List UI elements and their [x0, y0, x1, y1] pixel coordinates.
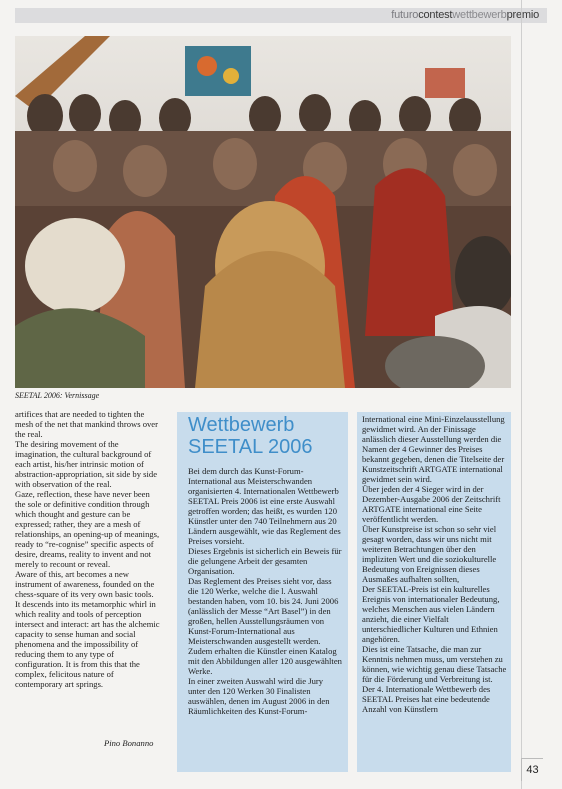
photo-caption: SEETAL 2006: Vernissage: [15, 391, 100, 400]
paragraph: It descends into its metamorphic whirl in which reality and tools of perception intersect and interact: art has the alchemic capacity to sense human and social phenomena and the impossibility of reducing them to any type of configuration. It is from this that the complex, felicitous nature of contemporary art springs.: [15, 599, 160, 689]
paragraph: Bei dem durch das Kunst-Forum-International aus Meisterschwanden organisierten 4. Internationalen Wettbewerb SEETAL Preis 2006 ist eine erste Auswahl getroffen worden; das heißt, es wurden 120 Künstler unter den 740 Teilnehmern aus 20 Ländern ausgewählt, wie das Reglement des Preises vorsieht.: [188, 466, 341, 546]
paragraph: In einer zweiten Auswahl wird die Jury unter den 120 Werken 30 Finalisten auswählen, denen im August 2006 in den Räumlichkeiten des Kunst-Forum-: [188, 676, 330, 716]
crowd-illustration: [15, 36, 511, 388]
vernissage-photo: [15, 36, 511, 388]
paragraph: artifices that are needed to tighten the mesh of the net that mankind throws over the real.: [15, 409, 158, 439]
brand-wettbewerb: wettbewerb: [452, 9, 507, 21]
paragraph: The desiring movement of the imagination, the cultural background of each artist, his/her intrinsic motion of abstraction-appropriation, sit side by side with observation of the real.: [15, 439, 158, 489]
paragraph: Der SEETAL-Preis ist ein kulturelles Ereignis von internationaler Bedeutung, welches Menschen aus vielen Ländern anzieht, die einer Vielfalt unterschiedlicher Kulturen und Ethnien angehören.: [362, 584, 500, 644]
paragraph: Dies ist eine Tatsache, die man zur Kenntnis nehmen muss, um verstehen zu können, wie wichtig genau diese Tatsache für die Förderung und Verbreitung ist.: [362, 644, 507, 684]
german-column-1: [188, 466, 342, 716]
brand-contest: contest: [418, 9, 453, 21]
brand-premio: premio: [506, 9, 539, 21]
paragraph: Gaze, reflection, these have never been the sole or definitive condition through which thought and gesture can be expressed; rather, they are a mesh of relationships, an opening-up of meanings, ready to “re-cognise” specific aspects of desire, dreams, reality to invent and not merely to recount or reveal.: [15, 489, 160, 569]
paragraph: Das Reglement des Preises sieht vor, dass die 120 Werke, welche die l. Auswahl bestanden haben, vom 10. bis 24. Juni 2006 (anlässlich der Messe “Art Basel”) in den großen, hellen Ausstellungsräumen von Kunst-Forum-International aus Meisterschwanden ausgestellt werden. Zudem erhalten die Künstler einen Katalog mit den Abbildungen aller 120 ausgewählten Werke.: [188, 576, 342, 676]
header-bar: [15, 8, 547, 23]
paragraph: Aware of this, art becomes a new instrument of awareness, founded on the chess-square of its very own basic tools.: [15, 569, 155, 599]
paragraph: Der 4. Internationale Wettbewerb des SEETAL Preises hat eine bedeutende Anzahl von Künstlern: [362, 684, 491, 714]
paragraph: International eine Mini-Einzelausstellung gewidmet wird. An der Finissage anlässlich dieser Ausstellung werden die Namen der 4 Gewinner des Preises bekannt gegeben, denen die Titelseite der Kunstzeitschrift ARTGATE international gewidmet sein wird.: [362, 414, 505, 484]
brand-wordmark: [391, 9, 539, 21]
brand-futuro: futuro: [391, 9, 419, 21]
paragraph: Über jeden der 4 Sieger wird in der Dezember-Ausgabe 2006 der Zeitschrift ARTGATE international eine Seite veröffentlicht werden.: [362, 484, 501, 524]
english-column: [15, 409, 162, 689]
page-number: 43: [521, 758, 543, 781]
paragraph: Dieses Ergebnis ist sicherlich ein Beweis für die gelungene Arbeit der gesamten Organisation.: [188, 546, 342, 576]
page-edge-rule: [521, 0, 532, 789]
german-column-2: [362, 414, 508, 714]
author-signature: Pino Bonanno: [104, 738, 154, 748]
article-title: Wettbewerb SEETAL 2006: [188, 414, 313, 458]
paragraph: Über Kunstpreise ist schon so sehr viel gesagt worden, dass wir uns nicht mit weiteren Betrachtungen über den impliziten Wert und die soziokulturelle Bedeutung von Ereignissen dieses Ausmaßes aufhalten sollten,: [362, 524, 497, 584]
